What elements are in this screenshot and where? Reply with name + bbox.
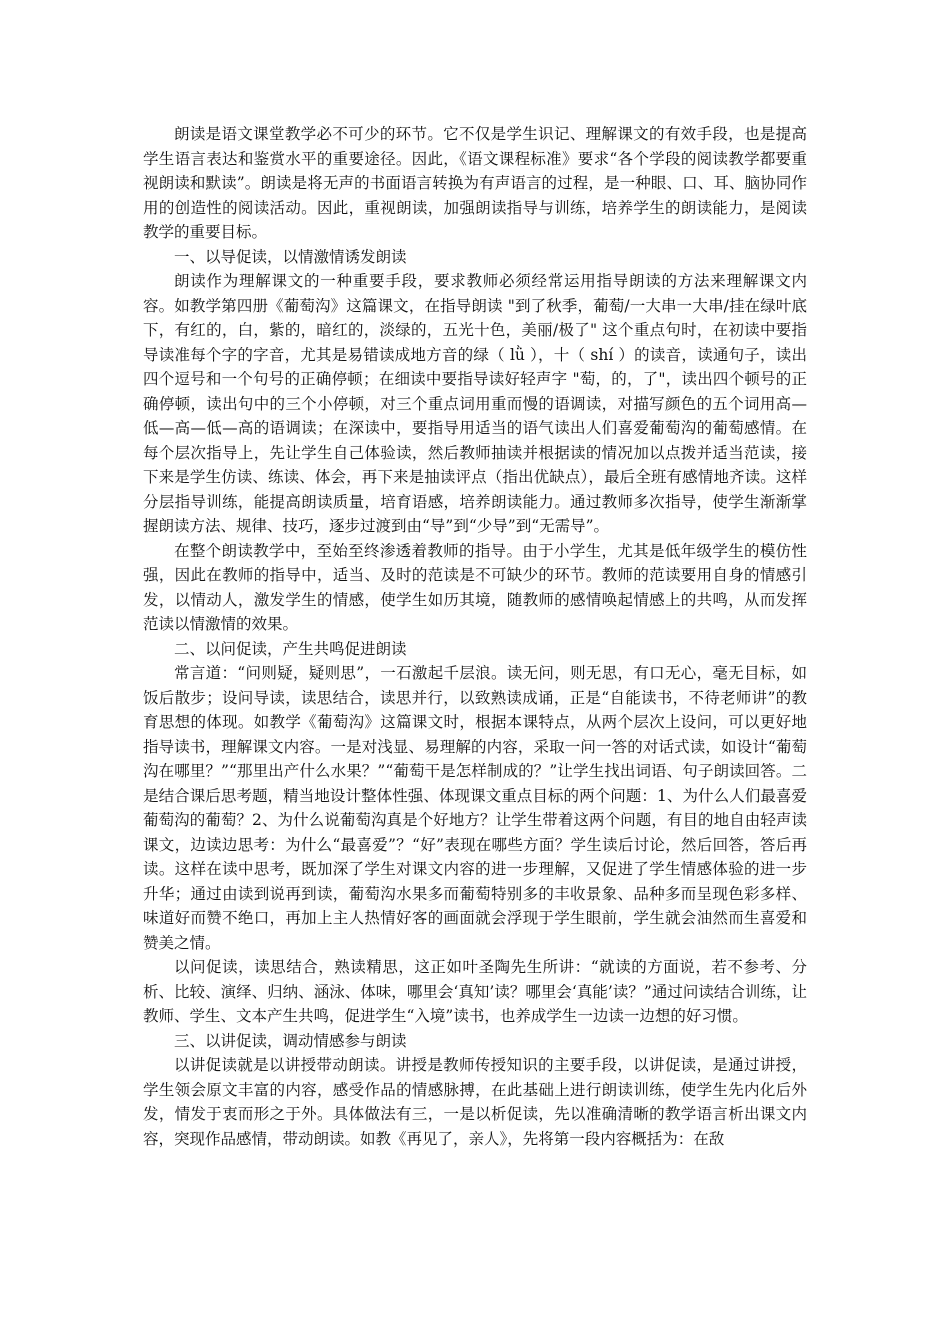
paragraph-question-reading: 常言道：“问则疑，疑则思”，一石激起千层浪。读无问，则无思，有口无心，毫无目标，如饭后散步；设问导读，读思结合，读思并行，以致熟读成诵，正是“自能读书，不待老师讲”的教育思想的体现。如教学《葡萄沟》这篇课文时，根据本课特点，从两个层次上设问，可以更好地指导读书，理解课文内容。一是对浅显、易理解的内容，采取一问一答的对话式读，如设计“葡萄沟在哪里？”“那里出产什么水果？”“葡萄干是怎样制成的？”让学生找出词语、句子朗读回答。二是结合课后思考题，精当地设计整体性强、体现课文重点目标的两个问题：1、为什么人们最喜爱葡萄沟的葡萄？2、为什么说葡萄沟真是个好地方？让学生带着这两个问题，有目的地自由轻声读课文，边读边思考：为什么“最喜爱”？“好”表现在哪些方面？学生读后讨论，然后回答，答后再读。这样在读中思考，既加深了学生对课文内容的进一步理解，又促进了学生情感体验的进一步升华；通过由读到说再到读，葡萄沟水果多而葡萄特别多的丰收景象、品种多而呈现色彩多样、味道好而赞不绝口，再加上主人热情好客的画面就会浮现于学生眼前，学生就会油然而生喜爱和赞美之情。: [143, 664, 807, 952]
paragraph-intro: 朗读是语文课堂教学必不可少的环节。它不仅是学生识记、理解课文的有效手段，也是提高学生语言表达和鉴赏水平的重要途径。因此，《语文课程标准》要求“各个学段的阅读教学都要重视朗读和默读”。朗读是将无声的书面语言转换为有声语言的过程，是一种眼、口、耳、脑协同作用的创造性的阅读活动。因此，重视朗读，加强朗读指导与训练，培养学生的朗读能力，是阅读教学的重要目标。: [143, 125, 807, 241]
section-heading-3: 三、以讲促读，调动情感参与朗读: [174, 1031, 407, 1050]
paragraph-ye-shengtao-quote: 以问促读，读思结合，熟读精思，这正如叶圣陶先生所讲：“就读的方面说，若不参考、分析、比较、演绎、归纳、涵泳、体味，哪里会‘真知’读？哪里会‘真能’读？”通过问读结合训练，让教师、学生、文本产生共鸣，促进学生“入境”读书，也养成学生一边读一边想的好习惯。: [143, 958, 807, 1025]
section-heading-2: 二、以问促读，产生共鸣促进朗读: [174, 639, 407, 658]
paragraph-guided-reading: 朗读作为理解课文的一种重要手段，要求教师必须经常运用指导朗读的方法来理解课文内容。如教学第四册《葡萄沟》这篇课文，在指导朗读 "到了秋季，葡萄/一大串一大串/挂在绿叶底下，有红的，白，紫的，暗红的，淡绿的，五光十色，美丽/极了" 这个重点句时，在初读中要指导读准每个字的字音，尤其是易错读成地方音的绿（ lǜ ），十（ shí ）的读音，读通句子，读出四个逗号和一个句号的正确停顿；在细读中要指导读好轻声字 "萄，的，了"，读出四个顿号的正确停顿，读出句中的三个小停顿，对三个重点词用重而慢的语调读，对描写颜色的五个词用高—低—高—低—高的语调读；在深读中，要指导用适当的语气读出人们喜爱葡萄沟的葡萄感情。在每个层次指导上，先让学生自己体验读，然后教师抽读并根据读的情况加以点拨并适当范读，接下来是学生仿读、练读、体会，再下来是抽读评点（指出优缺点），最后全班有感情地齐读。这样分层指导训练，能提高朗读质量，培育语感，培养朗读能力。通过教师多次指导，使学生渐渐掌握朗读方法、规律、技巧，逐步过渡到由“导”到“少导”到“无需导”。: [143, 272, 807, 535]
paragraph-lecture-reading: 以讲促读就是以讲授带动朗读。讲授是教师传授知识的主要手段，以讲促读，是通过讲授，学生领会原文丰富的内容，感受作品的情感脉搏，在此基础上进行朗读训练，使学生先内化后外发，情发于衷而形之于外。具体做法有三，一是以析促读，先以准确清晰的教学语言析出课文内容，突现作品感情，带动朗读。如教《再见了，亲人》，先将第一段内容概括为：在敌: [143, 1056, 807, 1148]
section-heading-1: 一、以导促读，以情激情诱发朗读: [174, 247, 407, 266]
paragraph-teacher-model-reading: 在整个朗读教学中，至始至终渗透着教师的指导。由于小学生，尤其是低年级学生的模仿性强，因此在教师的指导中，适当、及时的范读是不可缺少的环节。教师的范读要用自身的情感引发，以情动人，激发学生的情感，使学生如历其境，随教师的感情唤起情感上的共鸣，从而发挥范读以情激情的效果。: [143, 541, 807, 633]
document-body: [143, 122, 807, 1151]
